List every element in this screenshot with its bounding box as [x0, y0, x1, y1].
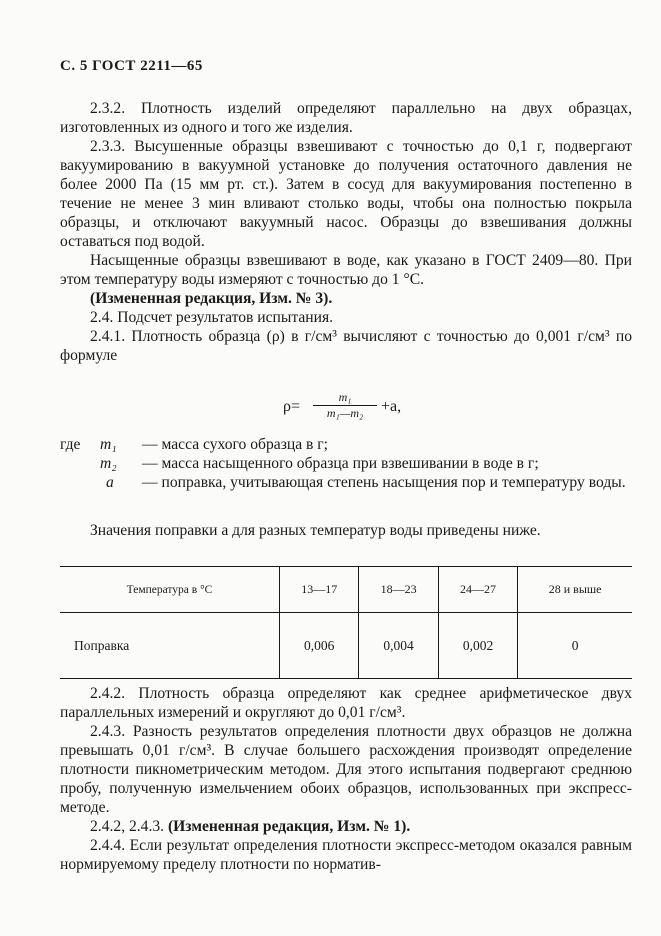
table-cell: 0,004 [359, 613, 438, 679]
table-intro-block [60, 521, 632, 540]
bottom-text-block [60, 684, 632, 874]
definition-symbol: m₂ [100, 455, 117, 472]
table-cell: 0,002 [438, 613, 517, 679]
definition-text: — масса сухого образца в г; [142, 436, 329, 453]
definition-symbol: a [106, 474, 114, 491]
paragraph-2-4-4: 2.4.4. Если результат определения плотности экспресс-методом оказался равным нормируемому пределу плотности по норматив- [60, 837, 632, 873]
formula-fraction [313, 390, 377, 421]
top-text-block [60, 99, 632, 365]
formula-rhs: +a, [381, 398, 402, 415]
table-cell: Поправка [74, 637, 130, 653]
definition-item [60, 473, 632, 492]
paragraph-2-4-1: 2.4.1. Плотность образца (ρ) в г/см³ вычисляют с точностью до 0,001 г/см³ по формуле [60, 328, 632, 364]
formula-lhs: ρ= [283, 398, 301, 415]
page-header: С. 5 ГОСТ 2211—65 [60, 58, 203, 74]
table-header-cell: 13—17 [280, 567, 359, 613]
edit-note-amendment-3: (Измененная редакция, Изм. № 3). [90, 290, 333, 307]
definition-item [60, 454, 632, 473]
table-cell: 0 [518, 613, 632, 679]
paragraph-2-3-3: 2.3.3. Высушенные образцы взвешивают с точностью до 0,1 г, подвергают вакуумированию в вакуумной установке до получения остаточного давления не более 2000 Па (15 мм рт. ст.). Затем в сосуд для вакуумирования постепенно в течение не менее 3 мин вливают столько воды, чтобы она полностью покрыла образцы, и отключают вакуумный насос. Образцы до взвешивания должны оставаться под водой. [60, 138, 632, 250]
definitions-list [60, 435, 632, 492]
definition-item [60, 435, 632, 454]
table-header-cell: 28 и выше [518, 567, 632, 613]
table-header-cell: 24—27 [438, 567, 517, 613]
table-cell: 0,006 [280, 613, 359, 679]
definition-symbol: m₁ [100, 436, 117, 453]
formula-denominator: m₁—m₂ [326, 406, 364, 420]
paragraph-2-3-2: 2.3.2. Плотность изделий определяют параллельно на двух образцах, изготовленных из одного и того же изделия. [60, 100, 632, 136]
table-intro: Значения поправки a для разных температур воды приведены ниже. [90, 522, 541, 539]
formula-numerator: m₁ [338, 390, 352, 404]
paragraph-saturated-samples: Насыщенные образцы взвешивают в воде, как указано в ГОСТ 2409—80. При этом температуру воды измеряют с точностью до 1 °С. [60, 252, 632, 288]
table-header-cell: 18—23 [359, 567, 438, 613]
table-row [60, 613, 632, 679]
paragraph-2-4-3: 2.4.3. Разность результатов определения плотности двух образцов не должна превышать 0,01 г/см³. В случае большего расхождения производят определение плотности пикнометрическим методом. Для этого испытания подвергают среднюю пробу, полученную измельчением обоих образцов, использованных при экспресс-методе. [60, 723, 632, 816]
edit-note-amendment-1: 2.4.2, 2.4.3. (Измененная редакция, Изм. № 1). [90, 818, 411, 835]
paragraph-2-4-2: 2.4.2. Плотность образца определяют как среднее арифметическое двух параллельных измерений и округляют до 0,01 г/см³. [60, 685, 632, 721]
definition-prefix: где [60, 436, 81, 453]
table-header-row [60, 567, 632, 613]
paragraph-2-4: 2.4. Подсчет результатов испытания. [90, 309, 334, 326]
table-header-cell: Температура в °С [126, 583, 213, 596]
correction-table [60, 566, 632, 679]
density-formula [283, 390, 483, 430]
definition-text: — масса насыщенного образца при взвешивании в воде в г; [142, 455, 539, 472]
definition-text: — поправка, учитывающая степень насыщения пор и температуру воды. [142, 474, 626, 491]
